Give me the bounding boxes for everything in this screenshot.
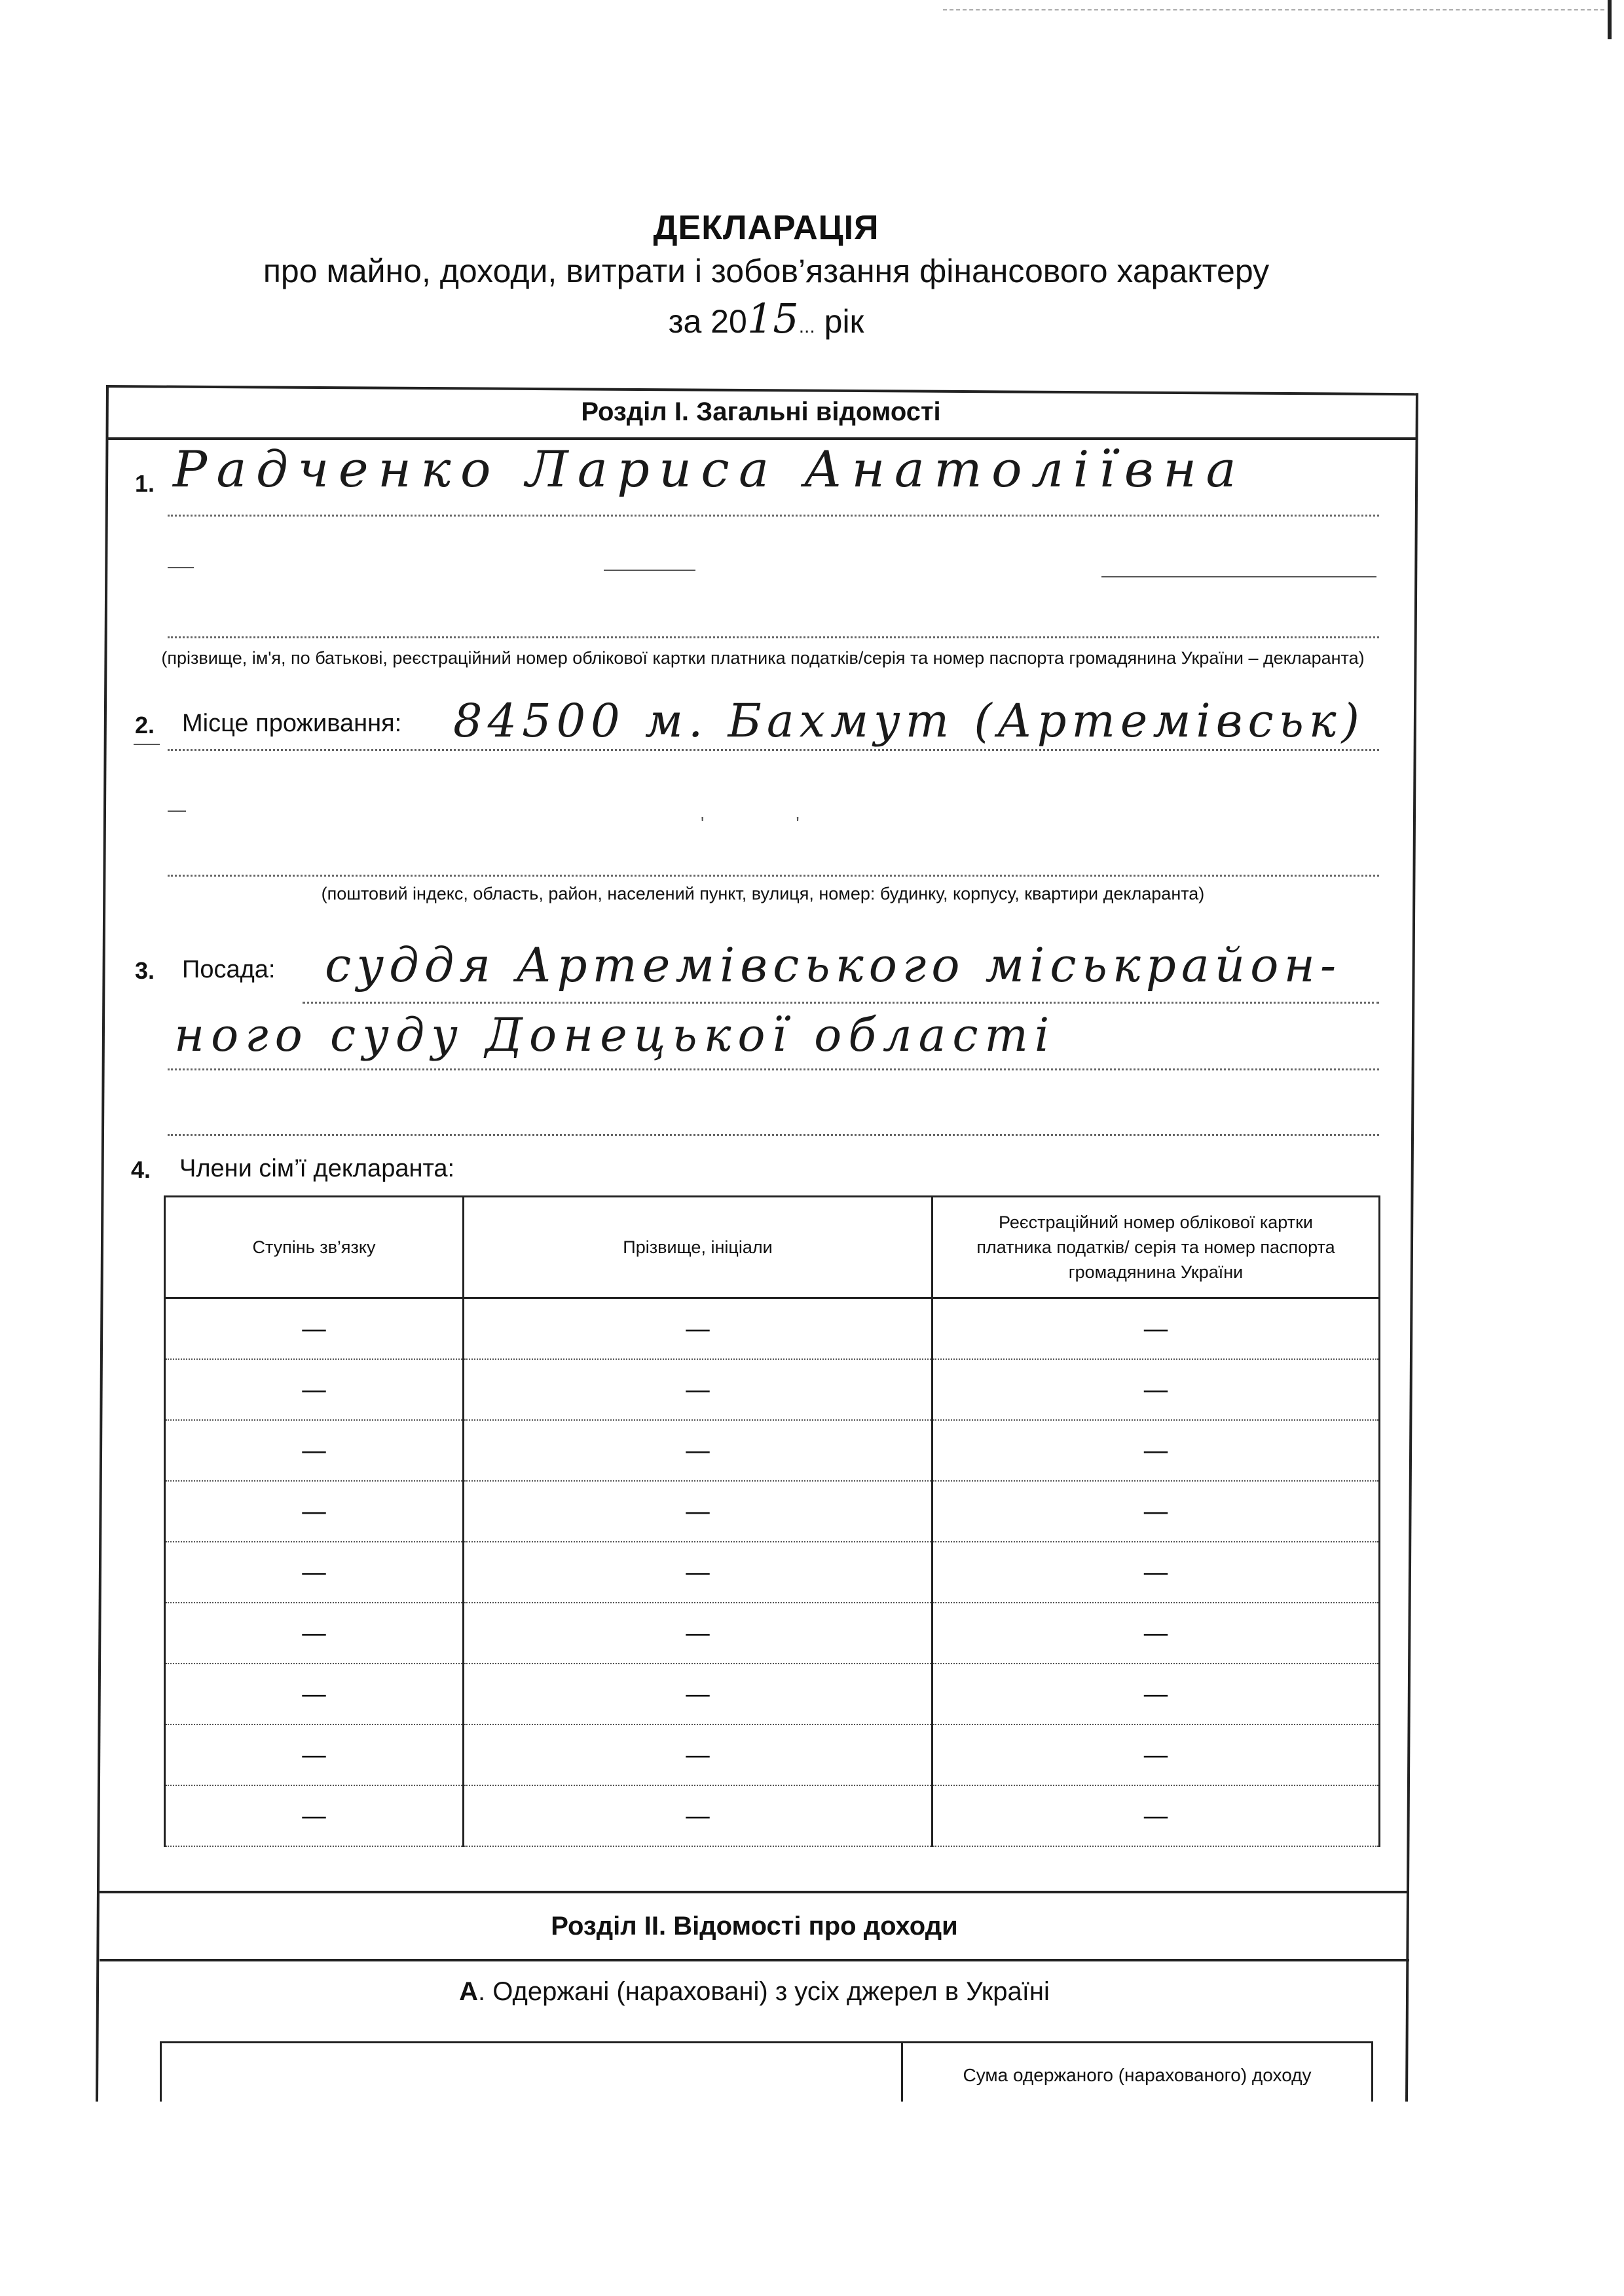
year-line [0,295,1532,342]
table-row [165,1481,1380,1542]
section1-heading: Розділ І. Загальні відомості [106,386,1416,440]
item4-label: Члени сім’ї декларанта: [179,1155,455,1182]
table-row [165,1420,1380,1481]
table-cell: — [932,1359,1380,1420]
item3-handwritten-position-1: суддя Артемівського міськрайон- [325,938,1342,993]
item1-line-2 [168,636,1379,638]
table-cell: — [464,1298,932,1360]
item2-number: 2. [135,712,155,738]
table-row [165,1359,1380,1420]
table-cell: — [464,1542,932,1603]
scan-artifact-lines [943,9,1604,10]
table-cell: — [165,1481,464,1542]
table-cell: — [932,1542,1380,1603]
item3-line-1 [303,1002,1379,1004]
item1-dash-mid [604,570,695,571]
subsection-text: . Одержані (нараховані) з усіх джерел в Україні [478,1977,1050,2006]
item1-caption: (прізвище, ім'я, по батькові, реєстраційний номер облікової картки платника податків/серія та номер паспорта громадянина України – декларанта) [161,648,1365,668]
item2-caption: (поштовий індекс, область, район, населений пункт, вулиця, номер: будинку, корпусу, квартири декларанта) [321,884,1205,903]
header-name-initials: Прізвище, ініціали [464,1197,932,1298]
table-cell: — [165,1542,464,1603]
table-cell: — [932,1420,1380,1481]
table-cell: — [932,1664,1380,1724]
table-cell: — [464,1785,932,1846]
table-cell: — [165,1724,464,1785]
table-cell: — [932,1298,1380,1360]
family-table-header-row [165,1197,1380,1298]
table-cell: — [464,1481,932,1542]
page-title: ДЕКЛАРАЦІЯ [653,209,879,247]
table-row [165,1542,1380,1603]
item3-handwritten-position-2: ного суду Донецької області [174,1008,1056,1062]
table-cell: — [932,1724,1380,1785]
table-cell: — [165,1420,464,1481]
item2-line-1 [168,749,1379,751]
table-cell: — [165,1785,464,1846]
year-prefix: за 20 [668,303,747,340]
item1-line-1 [168,515,1379,517]
item3-number: 3. [135,957,155,984]
year-handwritten: 15 [747,295,799,342]
section2-heading: Розділ ІІ. Відомості про доходи [100,1891,1409,1961]
item3-label: Посада: [182,956,276,983]
table-cell: — [165,1298,464,1360]
table-cell: — [165,1603,464,1664]
table-row [165,1603,1380,1664]
item1-handwritten-name: Радченко Лариса Анатоліївна [172,440,1246,498]
table-cell: — [932,1603,1380,1664]
income-table-header-row [161,2043,1373,2107]
item4-number: 4. [131,1156,151,1183]
table-cell: — [165,1664,464,1724]
year-dots: ... [798,316,815,337]
item3-line-3 [168,1134,1379,1136]
income-table [160,2041,1373,2107]
year-suffix: рік [824,303,864,340]
section2-subsection-a [100,1977,1409,2007]
item2-number-underline [134,744,160,745]
table-cell: — [932,1785,1380,1846]
table-row [165,1298,1380,1360]
page-bottom-mask [0,2102,1624,2296]
item2-label: Місце проживання: [182,710,402,737]
item2-line-2 [168,875,1379,877]
item2-stray-mark: ' ' [701,813,800,833]
table-cell: — [464,1420,932,1481]
table-cell: — [464,1664,932,1724]
item2-dash-left [168,811,186,812]
header-income-sum: Сума одержаного (нарахованого) доходу [902,2043,1373,2107]
table-cell: — [464,1359,932,1420]
header-tax-id: Реєстраційний номер облікової картки платника податків/ серія та номер паспорта громадянина України [932,1197,1380,1298]
table-cell: — [932,1481,1380,1542]
header-relation: Ступінь зв’язку [165,1197,464,1298]
family-members-table [164,1195,1380,1847]
item3-line-2 [168,1068,1379,1070]
item1-dash-right [1101,576,1376,577]
header-income-list [161,2043,902,2107]
subsection-letter: А [459,1977,479,2006]
table-row [165,1785,1380,1846]
item1-dash-left [168,567,194,568]
table-row [165,1664,1380,1724]
item2-handwritten-address: 84500 м. Бахмут (Артемівськ) [453,694,1365,748]
page-subtitle: про майно, доходи, витрати і зобов’язання фінансового характеру [263,253,1270,289]
item1-number: 1. [135,470,155,497]
table-cell: — [464,1603,932,1664]
table-row [165,1724,1380,1785]
table-cell: — [165,1359,464,1420]
table-cell: — [464,1724,932,1785]
scan-edge-mark [1608,0,1612,39]
